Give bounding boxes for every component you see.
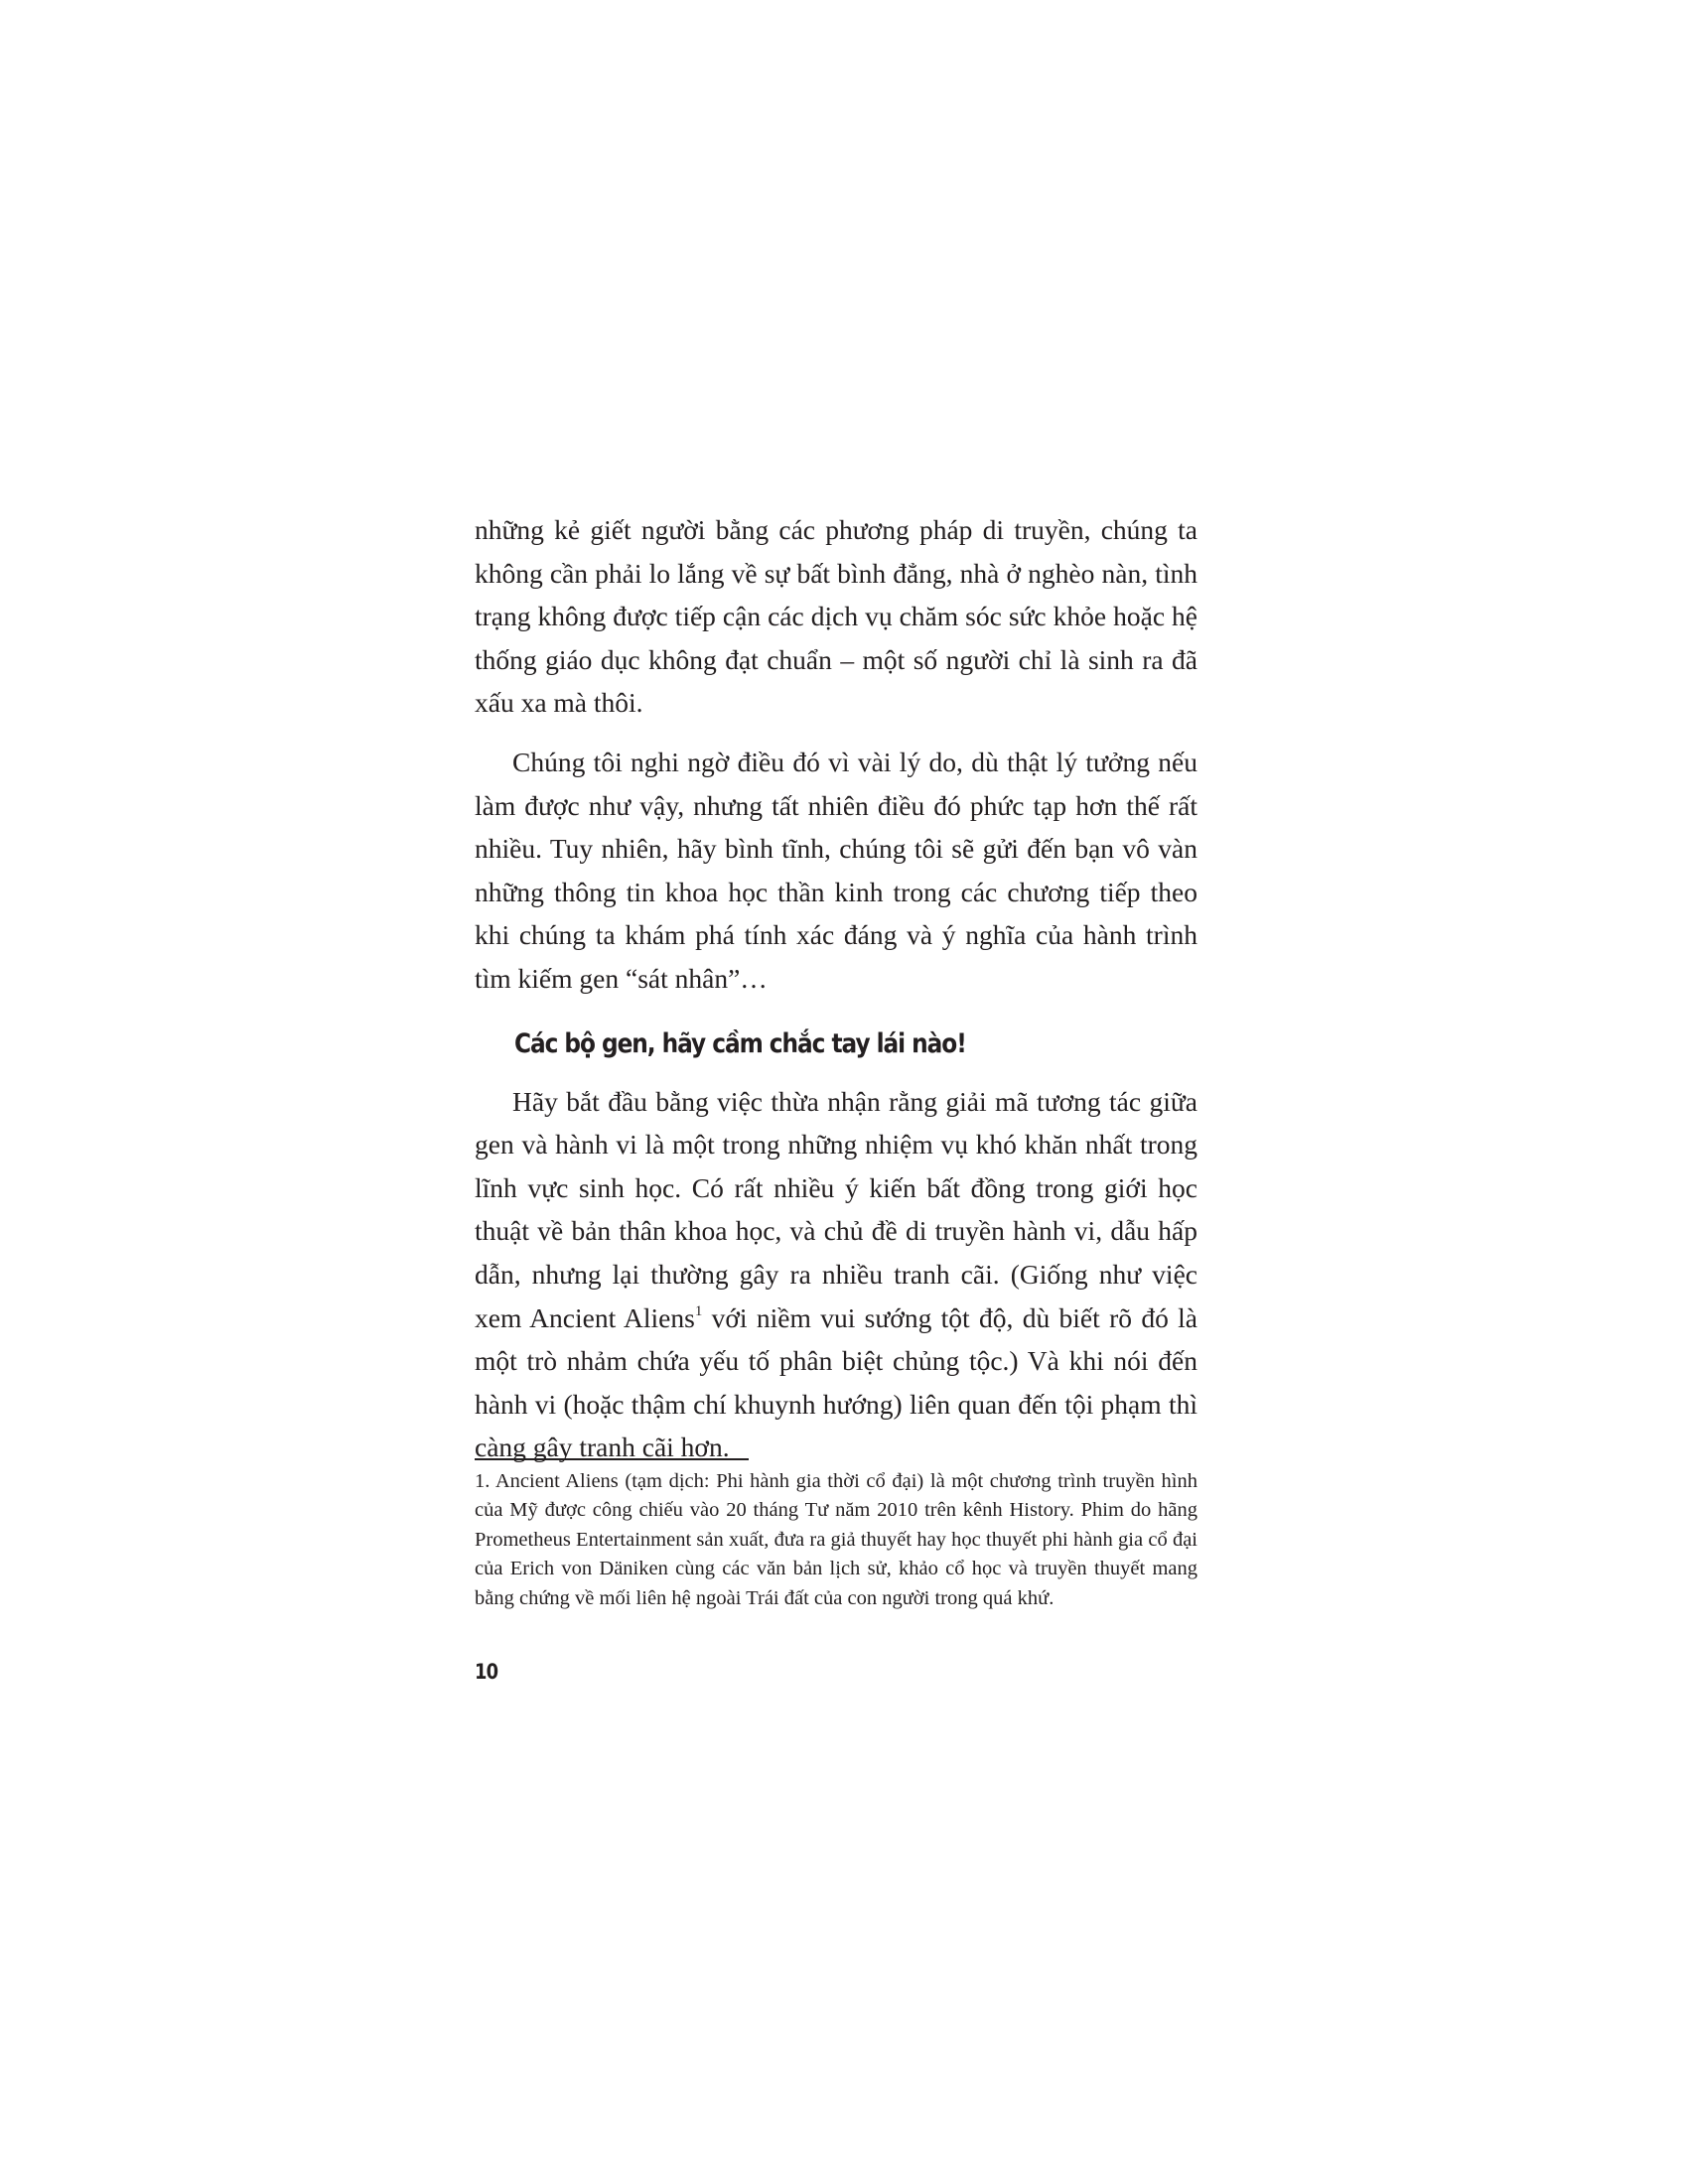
footnote-divider [475, 1458, 749, 1460]
section-heading: Các bộ gen, hãy cầm chắc tay lái nào! [514, 1027, 966, 1059]
footnote: 1. Ancient Aliens (tạm dịch: Phi hành gia thời cổ đại) là một chương trình truyền hình của Mỹ được công chiếu vào 20 tháng Tư năm 2010 trên kênh History. Phim do hãng Prometheus Entertainment sản xuất, đưa ra giả thuyết hay học thuyết phi hành gia cổ đại của Erich von Däniken cùng các văn bản lịch sử, khảo cổ học và truyền thuyết mang bằng chứng về mối liên hệ ngoài Trái đất của con người trong quá khứ. [475, 1470, 1197, 1609]
page-number: 10 [475, 1660, 498, 1684]
body-text [475, 508, 1197, 1469]
paragraph-3-part-2: với niềm vui sướng tột độ, dù biết rõ đó là một trò nhảm chứa yếu tố phân biệt chủng tộc.) Và khi nói đến hành vi (hoặc thậm chí khuynh hướng) liên quan đến tội phạm thì càng gây tranh cãi hơn. [475, 1301, 1197, 1463]
paragraph-2: Chúng tôi nghi ngờ điều đó vì vài lý do, dù thật lý tưởng nếu làm được như vậy, nhưng tất nhiên điều đó phức tạp hơn thế rất nhiều. Tuy nhiên, hãy bình tĩnh, chúng tôi sẽ gửi đến bạn vô vàn những thông tin khoa học thần kinh trong các chương tiếp theo khi chúng ta khám phá tính xác đáng và ý nghĩa của hành trình tìm kiếm gen “sát nhân”… [475, 746, 1197, 994]
footnote-marker: 1 [694, 1302, 703, 1319]
paragraph-3-part-1: Hãy bắt đầu bằng việc thừa nhận rằng giải mã tương tác giữa gen và hành vi là một trong những nhiệm vụ khó khăn nhất trong lĩnh vực sinh học. Có rất nhiều ý kiến bất đồng trong giới học thuật về bản thân khoa học, và chủ đề di truyền hành vi, dẫu hấp dẫn, nhưng lại thường gây ra nhiều tranh cãi. (Giống như việc xem Ancient Aliens [475, 1085, 1197, 1333]
paragraph-1: những kẻ giết người bằng các phương pháp di truyền, chúng ta không cần phải lo lắng về sự bất bình đẳng, nhà ở nghèo nàn, tình trạng không được tiếp cận các dịch vụ chăm sóc sức khỏe hoặc hệ thống giáo dục không đạt chuẩn – một số người chỉ là sinh ra đã xấu xa mà thôi. [475, 514, 1197, 719]
paragraph-3 [475, 1080, 1197, 1469]
